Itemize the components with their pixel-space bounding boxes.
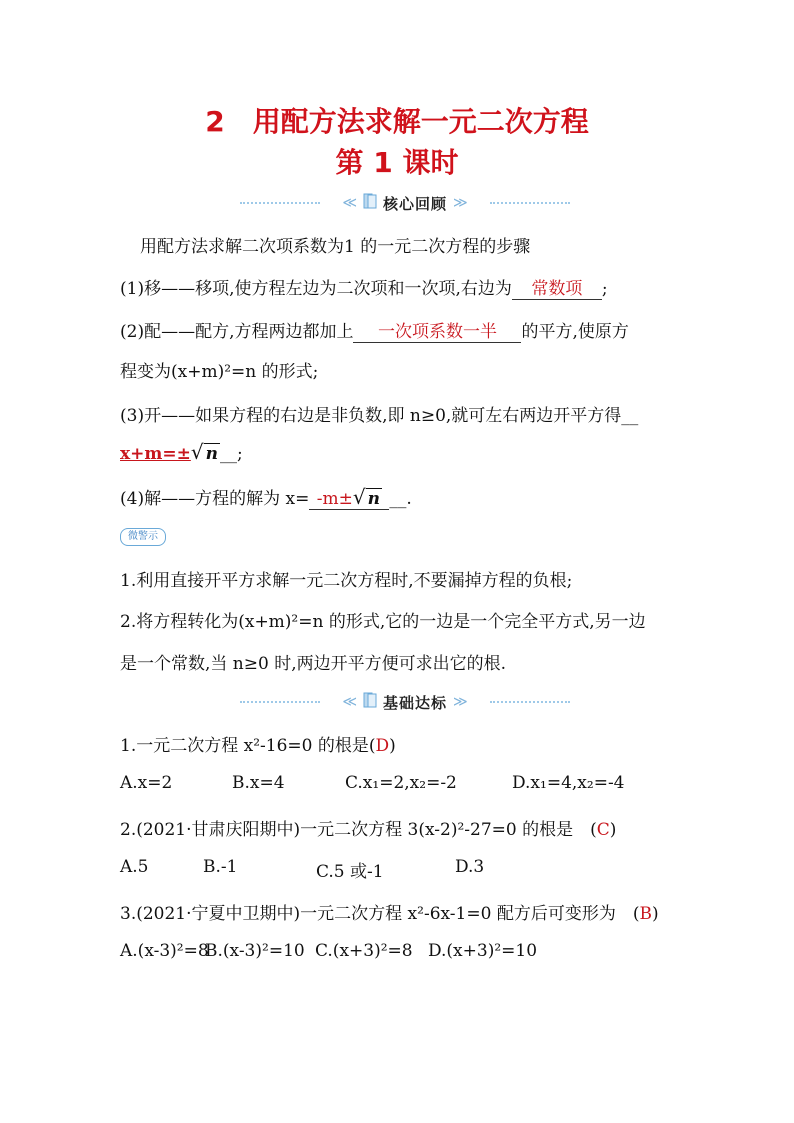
double-chevron-right-icon: ≫ <box>453 694 468 710</box>
review-step-4: (4)解——方程的解为 x= -m±√ n __. <box>120 485 412 509</box>
question-1: 1.一元二次方程 x²-16=0 的根是(D) <box>120 736 396 756</box>
question-1-option-c: C.x₁=2,x₂=-2 <box>345 773 457 793</box>
question-1-option-d: D.x₁=4,x₂=-4 <box>512 773 625 793</box>
review-step-1: (1)移——移项,使方程左边为二次项和一次项,右边为 常数项 ; <box>120 274 608 300</box>
book-icon <box>363 692 377 712</box>
sqrt-symbol: √ n <box>190 440 218 464</box>
question-3: 3.(2021·宁夏中卫期中)一元二次方程 x²-6x-1=0 配方后可变形为 (B) <box>120 904 659 924</box>
answer-blank: 常数项 <box>512 274 602 300</box>
question-3-option-b: B.(x-3)²=10 <box>205 941 305 961</box>
review-intro: 用配方法求解二次项系数为1 的一元二次方程的步骤 <box>140 237 531 257</box>
question-3-option-c: C.(x+3)²=8 <box>315 941 413 961</box>
review-step-2: (2)配——配方,方程两边都加上 一次项系数一半 的平方,使原方 <box>120 317 629 343</box>
section-banner-core-review <box>240 190 570 216</box>
double-chevron-left-icon: ≪ <box>342 195 357 211</box>
review-step-3-answer: x+m=±√ n __; <box>120 440 243 464</box>
question-1-option-a: A.x=2 <box>120 773 173 793</box>
answer-choice: C <box>596 820 610 840</box>
section-title: 基础达标 <box>382 693 447 712</box>
question-3-option-a: A.(x-3)²=8 <box>120 941 209 961</box>
review-step-2-cont: 程变为(x+m)²=n 的形式; <box>120 362 319 382</box>
warning-1: 1.利用直接开平方求解一元二次方程时,不要漏掉方程的负根; <box>120 571 573 591</box>
book-icon <box>363 193 377 213</box>
question-2-option-d: D.3 <box>455 857 485 877</box>
answer-blank: 一次项系数一半 <box>353 317 521 343</box>
question-2: 2.(2021·甘肃庆阳期中)一元二次方程 3(x-2)²-27=0 的根是 (C) <box>120 820 617 840</box>
warning-2-cont: 是一个常数,当 n≥0 时,两边开平方便可求出它的根. <box>120 654 507 674</box>
answer-blank: -m±√ n <box>309 485 389 510</box>
section-banner-basic-practice <box>240 689 570 715</box>
warning-2: 2.将方程转化为(x+m)²=n 的形式,它的一边是一个完全平方式,另一边 <box>120 612 646 632</box>
question-2-option-a: A.5 <box>120 857 149 877</box>
double-chevron-left-icon: ≪ <box>342 694 357 710</box>
double-chevron-right-icon: ≫ <box>453 195 468 211</box>
section-title: 核心回顾 <box>382 194 447 213</box>
page-title: 2 用配方法求解一元二次方程 <box>205 105 589 138</box>
review-step-3: (3)开——如果方程的右边是非负数,即 n≥0,就可左右两边开平方得__ <box>120 406 639 426</box>
question-2-option-b: B.-1 <box>203 857 238 877</box>
question-3-option-d: D.(x+3)²=10 <box>428 941 538 961</box>
answer-choice: D <box>375 736 390 756</box>
question-2-option-c: C.5 或-1 <box>316 862 384 882</box>
question-1-option-b: B.x=4 <box>232 773 285 793</box>
warning-badge: 微警示 <box>120 528 166 546</box>
lesson-subtitle: 第 1 课时 <box>335 146 459 179</box>
answer-choice: B <box>639 904 652 924</box>
